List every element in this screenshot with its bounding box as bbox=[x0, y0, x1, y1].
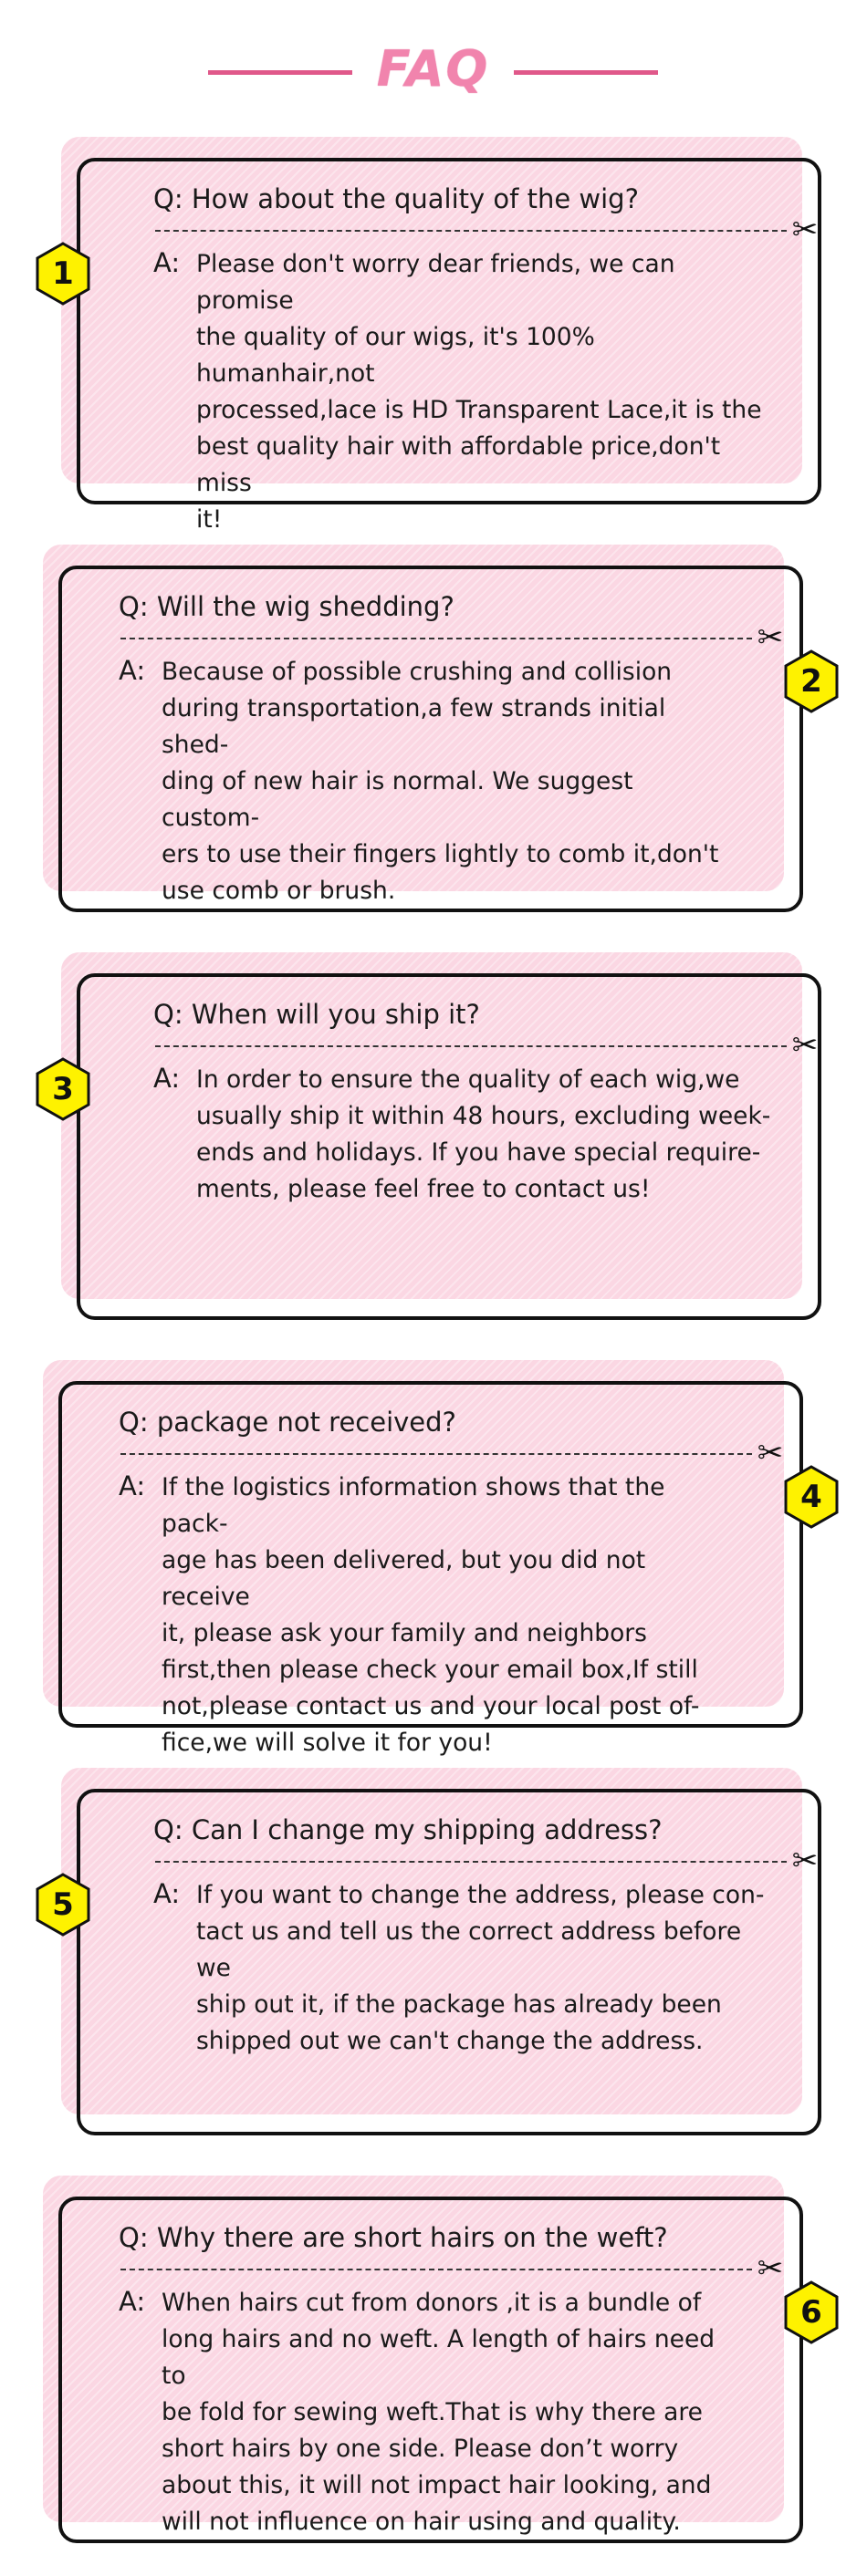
faq-item-3 bbox=[52, 952, 864, 1299]
faq-question: Q: Why there are short hairs on the weft? bbox=[119, 2222, 668, 2253]
answer-label: A: bbox=[119, 655, 146, 686]
answer-label: A: bbox=[153, 1878, 181, 1909]
scissors-icon: ✂ bbox=[757, 619, 784, 656]
header-divider-right bbox=[514, 70, 658, 75]
page-title: FAQ bbox=[376, 40, 490, 98]
faq-question: Q: How about the quality of the wig? bbox=[153, 183, 639, 214]
faq-item-2 bbox=[43, 545, 846, 905]
badge-number: 2 bbox=[800, 663, 822, 700]
faq-question: Q: Will the wig shedding? bbox=[119, 591, 454, 622]
faq-question: Q: package not received? bbox=[119, 1407, 456, 1438]
number-badge bbox=[35, 1057, 91, 1121]
header-divider-left bbox=[208, 70, 352, 75]
answer-label: A: bbox=[153, 1063, 181, 1094]
faq-item-4 bbox=[43, 1360, 846, 1757]
faq-answer: Please don't worry dear friends, we can promise the quality of our wigs, it's 100% humanhair,not processed,lace is HD Transparent Lace,it is the best quality hair with affordable price,don't miss it! bbox=[196, 250, 762, 534]
dashed-divider bbox=[120, 2269, 752, 2270]
faq-question: Q: When will you ship it? bbox=[153, 999, 480, 1030]
faq-question: Q: Can I change my shipping address? bbox=[153, 1814, 663, 1845]
dashed-divider bbox=[155, 230, 787, 232]
dashed-divider bbox=[155, 1861, 787, 1863]
faq-answer: Because of possible crushing and collision during transportation,a few strands initial shed- ding of new hair is normal. We suggest custom- ers to use their fingers lightly to comb it,don't use comb or brush. bbox=[162, 658, 719, 905]
badge-number: 5 bbox=[52, 1886, 74, 1923]
scissors-icon: ✂ bbox=[757, 2250, 784, 2287]
badge-number: 4 bbox=[800, 1479, 822, 1515]
number-badge bbox=[783, 1465, 840, 1529]
number-badge bbox=[35, 1873, 91, 1937]
faq-item-6 bbox=[43, 2176, 846, 2536]
answer-label: A: bbox=[153, 247, 181, 278]
faq-item-5 bbox=[52, 1768, 864, 2114]
number-badge bbox=[783, 649, 840, 713]
scissors-icon: ✂ bbox=[791, 1027, 819, 1064]
dashed-divider bbox=[120, 638, 752, 639]
scissors-icon: ✂ bbox=[791, 212, 819, 248]
faq-answer: If you want to change the address, please con- tact us and tell us the correct address before we ship out it, if the package has already been shipped out we can't change the address. bbox=[196, 1881, 765, 2055]
answer-label: A: bbox=[119, 2286, 146, 2317]
badge-number: 3 bbox=[52, 1071, 74, 1107]
answer-label: A: bbox=[119, 1470, 146, 1501]
faq-answer: When hairs cut from donors ,it is a bundle of long hairs and no weft. A length of hairs need to be fold for sewing weft.That is why there are short hairs by one side. Please don’t worry about this, it will not impact hair looking, and will not influence on hair using and quality. bbox=[162, 2289, 716, 2536]
faq-answer: In order to ensure the quality of each wig,we usually ship it within 48 hours, excluding week- ends and holidays. If you have special require- ments, please feel free to contact us! bbox=[196, 1065, 771, 1203]
number-badge bbox=[783, 2280, 840, 2344]
dashed-divider bbox=[155, 1045, 787, 1047]
dashed-divider bbox=[120, 1453, 752, 1455]
scissors-icon: ✂ bbox=[791, 1843, 819, 1879]
faq-item-1 bbox=[52, 137, 864, 534]
number-badge bbox=[35, 242, 91, 306]
faq-header bbox=[0, 33, 867, 106]
badge-number: 6 bbox=[800, 2294, 822, 2331]
faq-answer: If the logistics information shows that the pack- age has been delivered, but you did not receive it, please ask your family and neighbors first,then please check your email box,If still not,please contact us and your local post of- fice,we will solve it for you! bbox=[162, 1473, 700, 1757]
badge-number: 1 bbox=[52, 255, 74, 292]
scissors-icon: ✂ bbox=[757, 1435, 784, 1471]
